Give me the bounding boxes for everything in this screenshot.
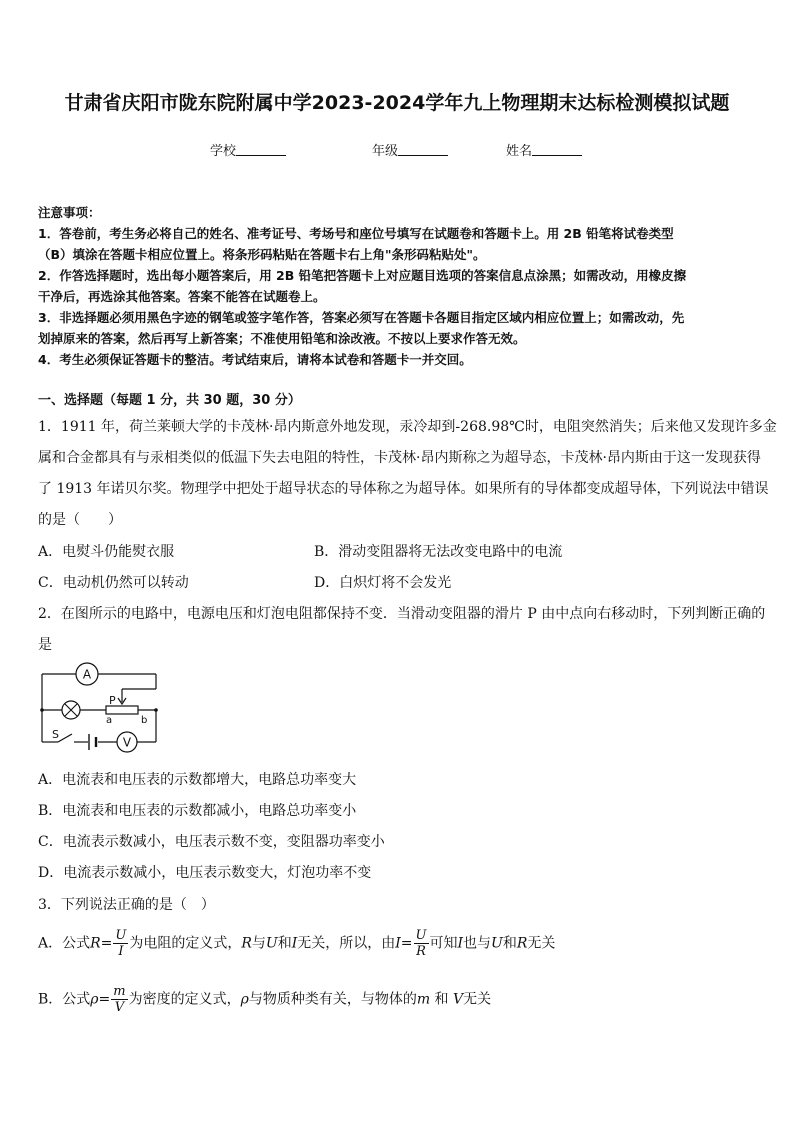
var: I: [395, 935, 401, 952]
var: R: [241, 935, 252, 952]
numerator: m: [113, 984, 126, 999]
text: 无关，所以，由: [297, 935, 396, 952]
var: I: [291, 935, 298, 952]
var: ρ: [90, 991, 99, 1008]
numerator: U: [115, 928, 127, 943]
text: 也与: [463, 935, 492, 952]
q3-stem: 3．下列说法正确的是（ ）: [38, 897, 215, 913]
text: 和: [502, 935, 517, 952]
var: U: [265, 935, 278, 952]
var: V: [453, 991, 464, 1008]
circuit-diagram: [36, 662, 164, 760]
text: 与物质种类有关，与物体的: [248, 991, 417, 1008]
numerator: U: [415, 928, 427, 943]
rheostat-end-b: b: [141, 715, 148, 726]
denominator: V: [114, 1000, 125, 1015]
text: 无关: [463, 991, 492, 1008]
notice-line: 1．答卷前，考生务必将自己的姓名、准考证号、考场号和座位号填写在试题卷和答题卡上。用 2B 铅笔将试卷类型: [38, 226, 674, 241]
grade-blank: [398, 143, 448, 156]
text: =: [98, 991, 111, 1008]
voltmeter-label: V: [122, 735, 132, 750]
name-blank: [532, 143, 582, 156]
var: ρ: [240, 991, 249, 1008]
school-field: [210, 140, 286, 159]
q1-stem-line: 属和合金都具有与汞相类似的低温下失去电阻的特性，卡茂林·昂内斯称之为超导态，卡茂林·昂内斯由于这一发现获得: [38, 450, 761, 466]
grade-field: [372, 140, 448, 159]
fraction: [111, 984, 127, 1015]
q2-stem-line: 是: [38, 637, 52, 653]
page-title: 甘肃省庆阳市陇东院附属中学2023-2024学年九上物理期末达标检测模拟试题: [64, 92, 730, 114]
grade-label: 年级: [372, 144, 399, 159]
section-heading: 一、选择题（每题 1 分，共 30 题，30 分）: [38, 393, 301, 408]
text: A．公式: [38, 935, 91, 952]
var: U: [491, 935, 503, 952]
q1-stem-line: 1．1911 年，荷兰莱顿大学的卡茂林·昂内斯意外地发现，汞冷却到-268.98℃时，电阻突然消失；后来他又发现许多金: [38, 419, 777, 435]
q1-option-b: B．滑动变阻器将无法改变电路中的电流: [314, 544, 563, 560]
school-label: 学校: [210, 144, 237, 159]
notice-line: 干净后，再选涂其他答案。答案不能答在试题卷上。: [38, 289, 326, 304]
text: 和: [277, 935, 292, 952]
fraction: [113, 928, 128, 959]
q3-option-b: [38, 984, 491, 1015]
q1-stem-line: 的是（ ）: [38, 512, 122, 528]
notice-line: 2．作答选择题时，选出每小题答案后，用 2B 铅笔把答题卡上对应题目选项的答案信息点涂黑；如需改动，用橡皮擦: [38, 268, 687, 283]
text: 无关: [527, 935, 556, 952]
switch-label: S: [52, 728, 59, 741]
var: R: [516, 935, 528, 952]
notice-line: 4．考生必须保证答题卡的整洁。考试结束后，请将本试卷和答题卡一并交回。: [38, 352, 472, 367]
name-field: [506, 140, 582, 159]
notice-line: 划掉原来的答案，然后再写上新答案；不准使用铅笔和涂改液。不按以上要求作答无效。: [38, 331, 526, 346]
q1-option-d: D．白炽灯将不会发光: [314, 575, 452, 591]
var: R: [90, 935, 101, 952]
name-label: 姓名: [506, 144, 533, 159]
text: 和: [430, 991, 454, 1008]
notice-line: 3．非选择题必须用黑色字迹的钢笔或签字笔作答，答案必须写在答题卡各题目指定区域内相应位置上；如需改动，先: [38, 310, 685, 325]
notice-line: （B）填涂在答题卡相应位置上。将条形码粘贴在答题卡右上角"条形码粘贴处"。: [38, 247, 486, 262]
slider-label: P: [109, 694, 116, 707]
q3-option-a: [38, 928, 555, 959]
text: 为电阻的定义式，: [129, 935, 242, 952]
text: 可知: [429, 935, 458, 952]
q1-stem-line: 了 1913 年诺贝尔奖。物理学中把处于超导状态的导体称之为超导体。如果所有的导体都变成超导体，下列说法中错误: [38, 481, 769, 497]
var: m: [416, 991, 431, 1008]
school-blank: [236, 143, 286, 156]
notice-heading: 注意事项：: [38, 205, 101, 220]
q2-option-c: C．电流表示数减小，电压表示数不变，变阻器功率变小: [38, 834, 385, 850]
ammeter-label: A: [82, 667, 92, 682]
denominator: I: [118, 944, 124, 959]
q2-stem-line: 2．在图所示的电路中，电源电压和灯泡电阻都保持不变．当滑动变阻器的滑片 P 由中点向右移动时，下列判断正确的: [38, 606, 766, 622]
q2-option-b: B．电流表和电压表的示数都减小，电路总功率变小: [38, 803, 357, 819]
rheostat-end-a: a: [106, 715, 113, 726]
text: 与: [251, 935, 266, 952]
q2-option-a: A．电流表和电压表的示数都增大，电路总功率变大: [38, 772, 357, 788]
var: I: [457, 935, 464, 952]
q1-option-a: A．电熨斗仍能熨衣服: [38, 544, 175, 560]
denominator: R: [416, 944, 426, 959]
text: =: [100, 935, 113, 952]
text: B．公式: [38, 991, 91, 1008]
text: 为密度的定义式，: [128, 991, 241, 1008]
fraction: [414, 928, 429, 959]
q2-option-d: D．电流表示数减小，电压表示数变大，灯泡功率不变: [38, 865, 372, 881]
q1-option-c: C．电动机仍然可以转动: [38, 575, 189, 591]
text: =: [400, 935, 413, 952]
